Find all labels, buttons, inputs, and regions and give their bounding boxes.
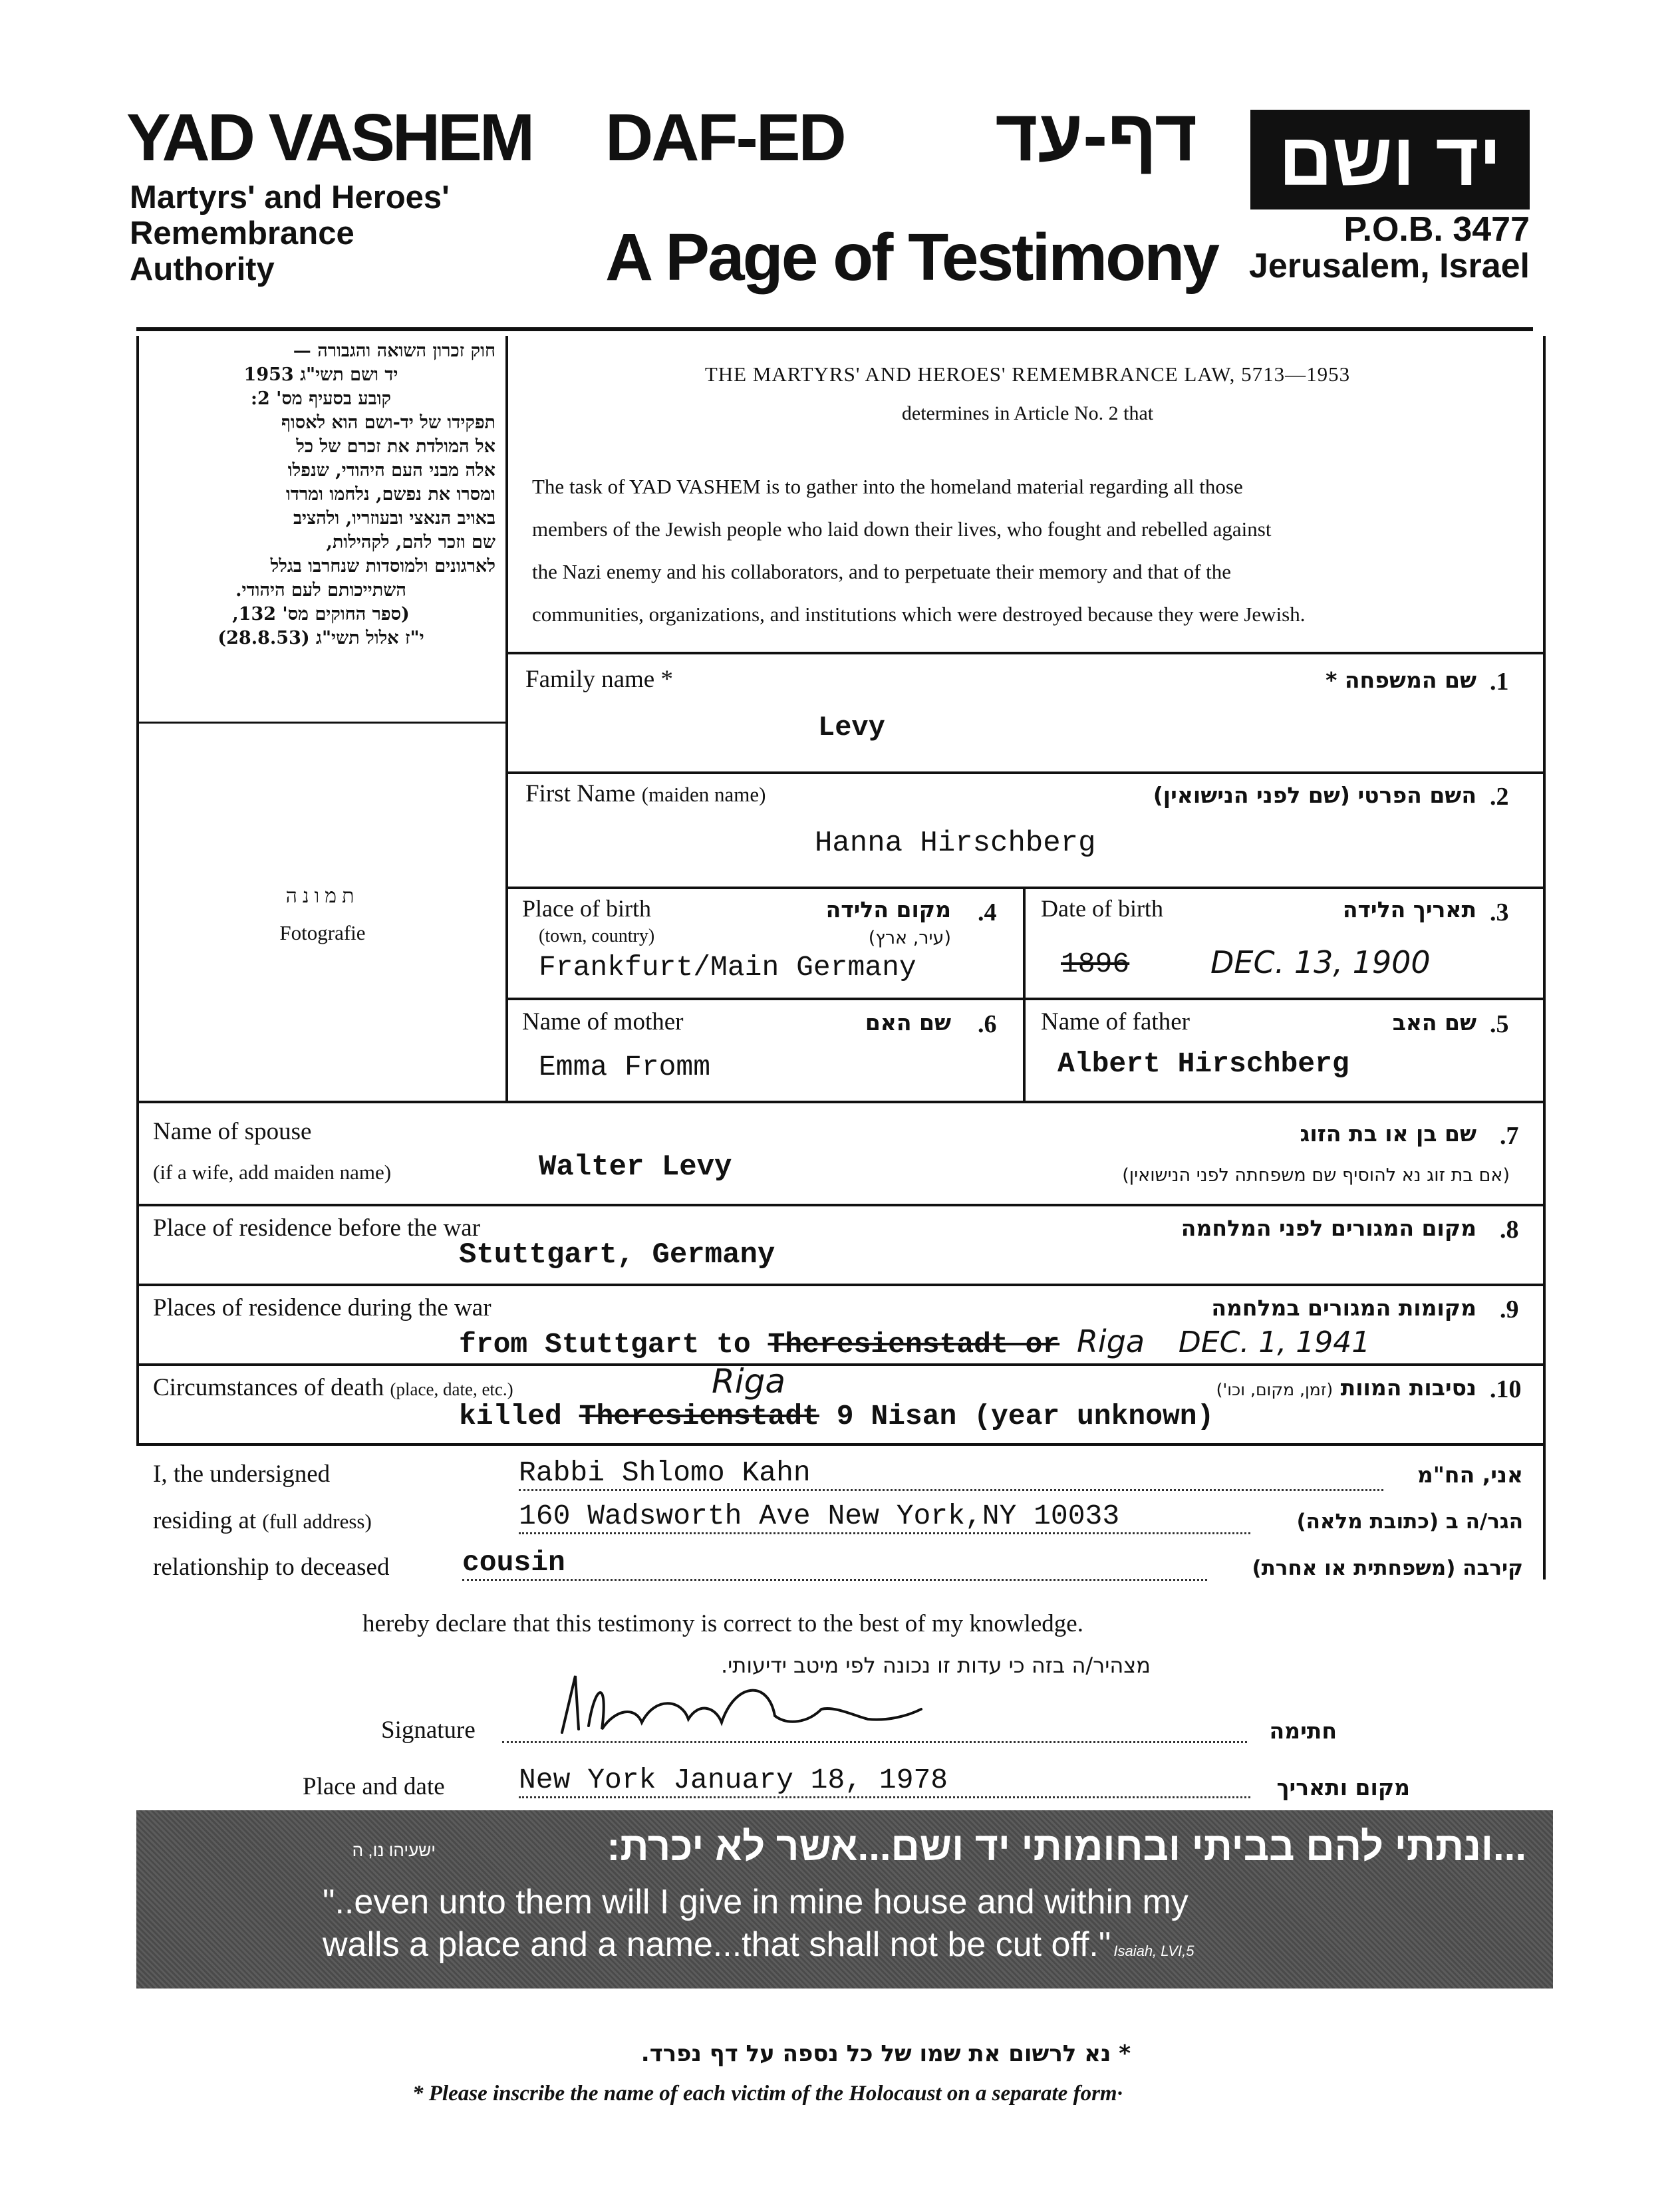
photo-area[interactable]	[143, 728, 502, 1094]
rule-above-spouse	[136, 1101, 1544, 1103]
death-handwritten: Riga	[712, 1362, 786, 1401]
banner-english-2: walls a place and a name...that shall not be cut off."	[323, 1925, 1111, 1964]
page-title: A Page of Testimony	[605, 220, 1218, 295]
declaration-statement-hebrew: מצהיר/ה בזה כי עדות זו נכונה לפי מיטב ידיעותי.	[720, 1653, 1151, 1678]
place-date-value[interactable]: New York January 18, 1978	[519, 1764, 1250, 1798]
org-subtitle-line-1: Martyrs' and Heroes'	[130, 180, 450, 215]
law-hebrew-body-3: אלה מבני העם היהודי, שנפלו	[287, 460, 495, 481]
law-english-line-1: The task of YAD VASHEM is to gather into the homeland material regarding all those	[532, 475, 1243, 498]
rule-above-birth	[507, 887, 1544, 889]
rule-above-declaration	[136, 1443, 1544, 1446]
residence-before-hebrew: מקום המגורים לפני המלחמה	[1181, 1215, 1476, 1241]
mother-hebrew: שם האם	[865, 1010, 951, 1035]
date-of-birth-number: .3	[1490, 898, 1509, 926]
date-of-birth-crossed: 1896	[1061, 948, 1130, 980]
law-hebrew-line-1: חוק זכרון השואה והגבורה —	[293, 341, 495, 361]
family-name-hebrew: שם המשפחה *	[1326, 667, 1476, 693]
daf-ed-hebrew: דף-עד	[995, 94, 1197, 176]
undersigned-hebrew: אני, הח"מ	[1417, 1462, 1523, 1488]
law-box-bottom	[136, 722, 507, 724]
death-label-main: Circumstances of death	[153, 1374, 384, 1401]
residence-during-handwritten: Riga	[1076, 1323, 1145, 1359]
first-name-hebrew: השם הפרטי (שם לפני הנישואין)	[1153, 782, 1476, 808]
law-hebrew-ref-2: י"ז אלול תשי"ג (28.8.53)	[217, 628, 424, 648]
place-date-hebrew: מקום ותאריך	[1276, 1774, 1410, 1800]
death-hebrew	[998, 1375, 1476, 1401]
footer-hebrew: * נא לרשום את שמו של כל נספה על דף נפרד.	[640, 2040, 1131, 2067]
first-name-value[interactable]: Hanna Hirschberg	[815, 827, 1096, 860]
pob: P.O.B. 3477	[1343, 210, 1530, 249]
org-name: YAD VASHEM	[126, 100, 533, 175]
city: Jerusalem, Israel	[1248, 247, 1530, 285]
banner-hebrew-ref: ישעיהו נו, ה	[352, 1840, 436, 1860]
frame-right	[1543, 336, 1546, 1580]
mother-value[interactable]: Emma Fromm	[539, 1051, 711, 1083]
declaration-statement: hereby declare that this testimony is correct to the best of my knowledge.	[362, 1610, 1083, 1637]
law-hebrew-body-4: ומסרו את נפשם, נלחמו ומרדו	[285, 484, 495, 505]
death-number: .10	[1490, 1375, 1522, 1403]
spouse-number: .7	[1500, 1122, 1519, 1150]
address-label-sub: (full address)	[262, 1510, 372, 1533]
place-of-birth-label-sub: (town, country)	[539, 926, 655, 946]
banner-hebrew: ...ונתתי להם בביתי ובחומותי יד ושם...אשר לא יכרת:	[607, 1824, 1526, 1869]
place-of-birth-number: .4	[978, 898, 997, 926]
father-hebrew: שם האב	[1392, 1010, 1476, 1035]
photo-hebrew: תמונה	[285, 885, 360, 908]
spouse-label: Name of spouse	[153, 1118, 312, 1145]
address-hebrew: הגר/ה ב (כתובת מלאה)	[1296, 1510, 1523, 1534]
spouse-hebrew-sub: (אם בת זוג נא להוסיף שם משפחתה לפני הנישואין)	[1122, 1165, 1510, 1186]
residence-during-value[interactable]	[459, 1323, 1370, 1361]
rule-above-first	[507, 771, 1544, 774]
rule-above-parents	[507, 998, 1544, 1000]
relationship-label: relationship to deceased	[153, 1554, 390, 1581]
law-hebrew-body-7: לארגונים ולמוסדות שנחרבו בגלל	[270, 556, 495, 577]
birth-divider	[1023, 888, 1026, 1101]
mother-label: Name of mother	[522, 1008, 684, 1035]
family-name-number: .1	[1490, 668, 1509, 696]
signature-hebrew: חתימה	[1269, 1718, 1337, 1744]
banner-ref: Isaiah, LVI,5	[1113, 1943, 1194, 1959]
place-date-label: Place and date	[303, 1773, 445, 1800]
law-english-title: THE MARTYRS' AND HEROES' REMEMBRANCE LAW, 5713—1953	[704, 362, 1351, 386]
signature-line[interactable]	[502, 1683, 1247, 1743]
law-hebrew-body-8: השתייכותם לעם היהודי.	[235, 580, 406, 601]
first-name-label-main: First Name	[525, 780, 636, 807]
photo-label: Fotografie	[279, 921, 366, 944]
header-rule	[136, 327, 1533, 331]
address-label	[153, 1506, 372, 1535]
place-of-birth-label: Place of birth	[522, 895, 651, 922]
signature-label: Signature	[381, 1717, 476, 1744]
frame-col-divider	[505, 336, 508, 1101]
residence-during-hebrew: מקומות המגורים במלחמה	[1211, 1295, 1476, 1321]
org-subtitle-line-2: Remembrance	[130, 215, 354, 251]
address-label-main: residing at	[153, 1507, 257, 1534]
law-english-line-3: the Nazi enemy and his collaborators, and to perpetuate their memory and that of the	[532, 560, 1232, 583]
law-hebrew-ref-1: (ספר החוקים מס' 132,	[232, 604, 410, 624]
place-of-birth-value[interactable]: Frankfurt/Main Germany	[539, 951, 916, 984]
law-hebrew-line-2: יד ושם תשי"ג 1953	[243, 364, 398, 385]
family-name-label: Family name *	[525, 666, 673, 693]
logo-hebrew: יד ושם	[1250, 110, 1530, 209]
death-crossed: Theresienstadt	[579, 1400, 819, 1433]
father-label: Name of father	[1041, 1008, 1190, 1035]
rule-above-res-during	[136, 1284, 1544, 1286]
frame-left-col	[136, 336, 139, 1101]
spouse-hebrew: שם בן או בת הזוג	[1300, 1121, 1476, 1147]
law-english-line-4: communities, organizations, and institutions which were destroyed because they were Jewish.	[532, 603, 1306, 626]
org-subtitle	[130, 180, 450, 287]
law-hebrew-body-6: שם וזכר להם, לקהילות,	[326, 532, 495, 553]
residence-during-date: DEC. 1, 1941	[1178, 1325, 1371, 1359]
address-value[interactable]: 160 Wadsworth Ave New York,NY 10033	[519, 1500, 1250, 1534]
undersigned-label: I, the undersigned	[153, 1460, 331, 1488]
residence-during-label: Places of residence during the war	[153, 1294, 491, 1321]
residence-during-number: .9	[1500, 1296, 1519, 1323]
residence-during-crossed: Theresienstadt or	[768, 1328, 1060, 1361]
org-subtitle-line-3: Authority	[130, 251, 275, 287]
law-english-body	[532, 466, 1530, 636]
spouse-value[interactable]: Walter Levy	[539, 1151, 732, 1184]
date-of-birth-value[interactable]: DEC. 13, 1900	[1210, 944, 1431, 980]
father-value[interactable]: Albert Hirschberg	[1057, 1047, 1349, 1080]
daf-ed-title: DAF-ED	[605, 100, 845, 175]
first-name-label	[525, 779, 766, 808]
mother-number: .6	[978, 1010, 997, 1038]
banner-english-1: "..even unto them will I give in mine house and within my	[323, 1883, 1189, 1921]
undersigned-value[interactable]: Rabbi Shlomo Kahn	[519, 1456, 1383, 1491]
relationship-value[interactable]: cousin	[462, 1546, 1207, 1581]
banner-english-2-row	[323, 1925, 1194, 1965]
death-label	[153, 1373, 513, 1402]
date-of-birth-hebrew: תאריך הלידה	[1342, 896, 1476, 922]
law-english-subtitle: determines in Article No. 2 that	[901, 402, 1154, 424]
first-name-label-sub: (maiden name)	[641, 783, 766, 806]
death-value-post: 9 Nisan (year unknown)	[836, 1400, 1214, 1433]
frame-left-lower	[136, 1101, 139, 1443]
death-value[interactable]	[459, 1400, 1214, 1433]
rule-above-death	[136, 1363, 1544, 1366]
law-hebrew-body-5: באויב הנאצי ובעוזריו, ולהציב	[293, 508, 495, 529]
law-english-line-2: members of the Jewish people who laid down their lives, who fought and rebelled against	[532, 517, 1272, 541]
father-number: .5	[1490, 1010, 1509, 1038]
death-label-sub: (place, date, etc.)	[390, 1379, 513, 1399]
death-hebrew-main: נסיבות המוות	[1340, 1375, 1476, 1401]
rule-above-family	[507, 652, 1544, 654]
residence-before-label: Place of residence before the war	[153, 1214, 481, 1242]
residence-before-number: .8	[1500, 1216, 1519, 1244]
spouse-label-sub: (if a wife, add maiden name)	[153, 1161, 392, 1184]
residence-during-text: from Stuttgart to	[459, 1328, 751, 1361]
family-name-value[interactable]: Levy	[818, 712, 885, 744]
quote-banner	[136, 1810, 1553, 1989]
place-of-birth-hebrew: מקום הלידה	[825, 896, 951, 922]
death-hebrew-sub: (זמן, מקום, וכו')	[1216, 1380, 1333, 1399]
place-of-birth-hebrew-sub: (עיר, ארץ)	[868, 928, 951, 948]
relationship-hebrew: קירבה (משפחתית או אחרת)	[1252, 1556, 1523, 1580]
signature-scribble	[555, 1669, 928, 1742]
law-hebrew-line-3: קובע בסעיף מס' 2:	[251, 388, 391, 409]
date-of-birth-label: Date of birth	[1041, 895, 1163, 922]
residence-before-value[interactable]: Stuttgart, Germany	[459, 1238, 775, 1272]
law-hebrew-box	[146, 339, 495, 650]
law-hebrew-body-1: תפקידו של יד-ושם הוא לאסוף	[281, 412, 495, 433]
law-hebrew-body-2: אל המולדת את זכרם של כל	[296, 436, 495, 457]
footer-english: * Please inscribe the name of each victim of the Holocaust on a separate form·	[412, 2082, 1123, 2106]
first-name-number: .2	[1490, 783, 1509, 811]
death-value-pre: killed	[459, 1400, 562, 1433]
rule-above-res-before	[136, 1204, 1544, 1206]
